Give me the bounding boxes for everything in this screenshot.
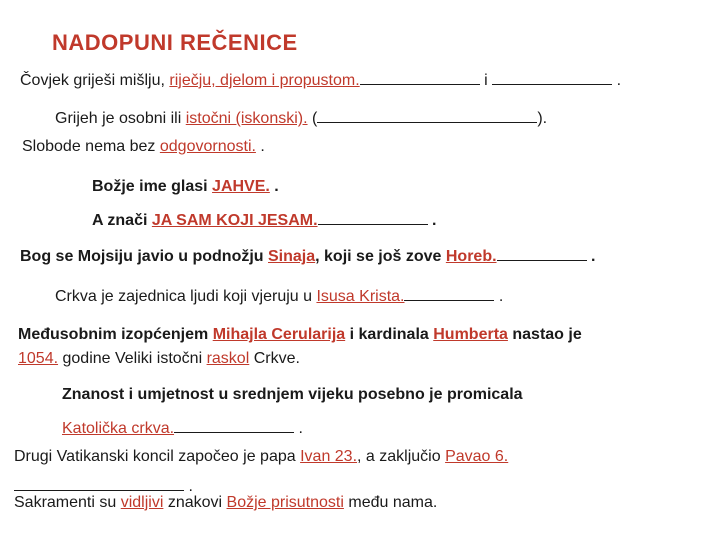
sentence-3 xyxy=(22,138,265,156)
sentence-2 xyxy=(55,108,547,128)
sentence-9 xyxy=(18,350,300,368)
blank-line xyxy=(360,70,480,85)
sentence-text: Slobode nema bez xyxy=(22,138,160,155)
sentence-text: . xyxy=(294,420,303,437)
sentence-text: . xyxy=(612,72,622,89)
sentence-14 xyxy=(14,494,437,512)
sentence-5 xyxy=(92,210,436,230)
sentence-text: Znanost i umjetnost u srednjem vijeku posebno je promicala xyxy=(62,386,523,403)
sentence-1 xyxy=(20,70,621,90)
sentence-11 xyxy=(62,418,303,438)
blank-line xyxy=(14,476,184,491)
sentence-text: Sakramenti su xyxy=(14,494,121,511)
sentence-text: Božje ime glasi xyxy=(92,178,213,195)
answer-text: 1054. xyxy=(18,350,59,367)
blank-line xyxy=(497,246,587,261)
blank-line xyxy=(404,286,494,301)
sentence-text: . xyxy=(255,138,265,155)
sentence-text: Bog se Mojsiju javio u podnožju xyxy=(20,248,268,265)
answer-text: riječju, djelom i propustom. xyxy=(169,72,360,89)
sentence-text: Crkve. xyxy=(249,350,300,367)
sentence-text: Čovjek griješi mišlju, xyxy=(20,72,170,89)
sentence-text: ( xyxy=(307,110,318,127)
sentence-text: Međusobnim izopćenjem xyxy=(18,326,213,343)
sentence-text: A znači xyxy=(92,212,152,229)
sentence-8 xyxy=(18,326,582,344)
blank-line xyxy=(318,210,428,225)
sentence-text: Crkva je zajednica ljudi koji vjeruju u xyxy=(55,288,317,305)
sentence-text: ). xyxy=(537,110,548,127)
sentence-12 xyxy=(14,448,508,466)
sentence-text: nastao je xyxy=(507,326,582,343)
answer-text: Mihajla Cerularija xyxy=(212,326,346,343)
page-title: NADOPUNI REČENICE xyxy=(52,30,298,55)
sentence-text: i kardinala xyxy=(345,326,434,343)
answer-text: raskol xyxy=(206,350,250,367)
sentence-10 xyxy=(62,386,523,404)
sentence-text: , a zaključio xyxy=(357,448,446,465)
sentence-text: znakovi xyxy=(163,494,227,511)
answer-text: Isusa Krista. xyxy=(316,288,405,305)
answer-text: JA SAM KOJI JESAM. xyxy=(151,212,318,229)
answer-text: Pavao 6. xyxy=(445,448,509,465)
answer-text: Katolička crkva. xyxy=(62,420,175,437)
sentence-text: Drugi Vatikanski koncil započeo je papa xyxy=(14,448,301,465)
sentence-4 xyxy=(92,178,279,196)
sentence-text: među nama. xyxy=(343,494,438,511)
sentence-text: i xyxy=(479,72,493,89)
sentence-7 xyxy=(55,286,503,306)
sentence-text: . xyxy=(269,178,279,195)
answer-text: Horeb. xyxy=(445,248,497,265)
sentence-text: . xyxy=(494,288,504,305)
blank-line xyxy=(174,418,294,433)
answer-text: odgovornosti. xyxy=(159,138,256,155)
blank-line xyxy=(492,70,612,85)
answer-text: Ivan 23. xyxy=(300,448,358,465)
answer-text: istočni (iskonski). xyxy=(185,110,308,127)
answer-text: Sinaja xyxy=(268,248,316,265)
sentence-text: . xyxy=(184,478,193,495)
answer-text: JAHVE. xyxy=(212,178,270,195)
sentence-13 xyxy=(14,476,193,496)
sentence-text: , koji se još zove xyxy=(315,248,446,265)
sentence-text: Grijeh je osobni ili xyxy=(55,110,186,127)
sentence-6 xyxy=(20,246,595,266)
answer-text: Božje prisutnosti xyxy=(226,494,344,511)
blank-line xyxy=(317,108,537,123)
sentence-text: godine Veliki istočni xyxy=(58,350,207,367)
answer-text: Humberta xyxy=(433,326,508,343)
sentence-text: . xyxy=(427,212,437,229)
answer-text: vidljivi xyxy=(120,494,164,511)
sentence-text: . xyxy=(586,248,596,265)
